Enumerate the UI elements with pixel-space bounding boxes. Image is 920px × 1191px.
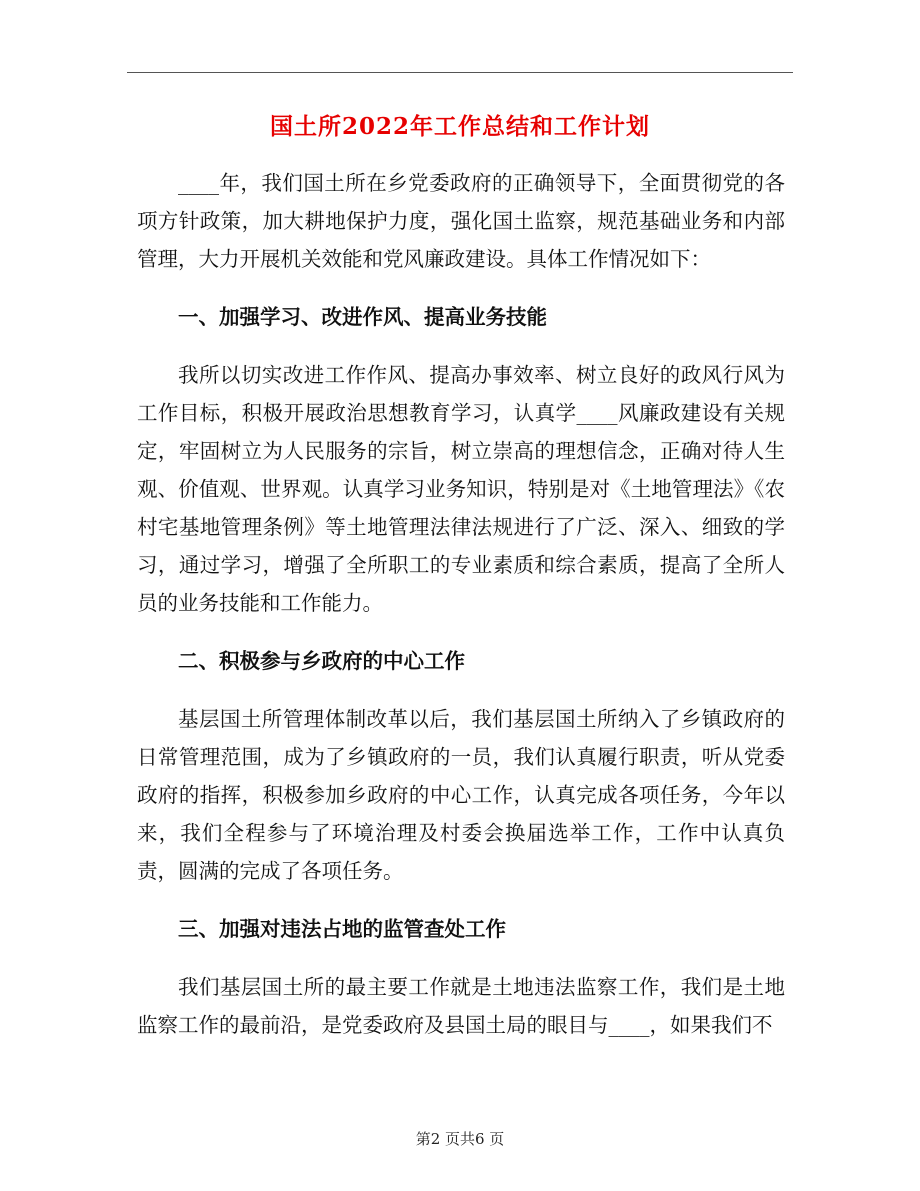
document-title: 国土所2022年工作总结和工作计划: [269, 113, 650, 140]
section-heading-3: 三、加强对违法占地的监管查处工作: [178, 917, 506, 941]
section-body-3: 我们基层国土所的最主要工作就是土地违法监察工作，我们是土地监察工作的最前沿，是党委政府及县国土局的眼目与____，如果我们不: [137, 975, 785, 1037]
section-body-1: 我所以切实改进工作作风、提高办事效率、树立良好的政风行风为工作目标，积极开展政治思想教育学习，认真学____风廉政建设有关规定，牢固树立为人民服务的宗旨，树立崇高的理想信念，正确对待人生观、价值观、世界观。认真学习业务知识，特别是对《土地管理法》《农村宅基地管理条例》等土地管理法律法规进行了广泛、深入、细致的学习，通过学习，增强了全所职工的专业素质和综合素质，提高了全所人员的业务技能和工作能力。: [137, 363, 785, 615]
document-body: [137, 164, 785, 1044]
section-heading-2: 二、积极参与乡政府的中心工作: [178, 649, 465, 673]
intro-paragraph: ____年，我们国土所在乡党委政府的正确领导下，全面贯彻党的各项方针政策，加大耕地保护力度，强化国土监察，规范基础业务和内部管理，大力开展机关效能和党风廉政建设。具体工作情况如下：: [137, 171, 785, 271]
section-heading-1: 一、加强学习、改进作风、提高业务技能: [178, 305, 547, 329]
section-body-2: 基层国土所管理体制改革以后，我们基层国土所纳入了乡镇政府的日常管理范围，成为了乡镇政府的一员，我们认真履行职责，听从党委政府的指挥，积极参加乡政府的中心工作，认真完成各项任务，今年以来，我们全程参与了环境治理及村委会换届选举工作，工作中认真负责，圆满的完成了各项任务。: [137, 707, 785, 883]
header-rule: [127, 72, 793, 73]
page-number: 第2 页共6 页: [415, 1130, 505, 1148]
